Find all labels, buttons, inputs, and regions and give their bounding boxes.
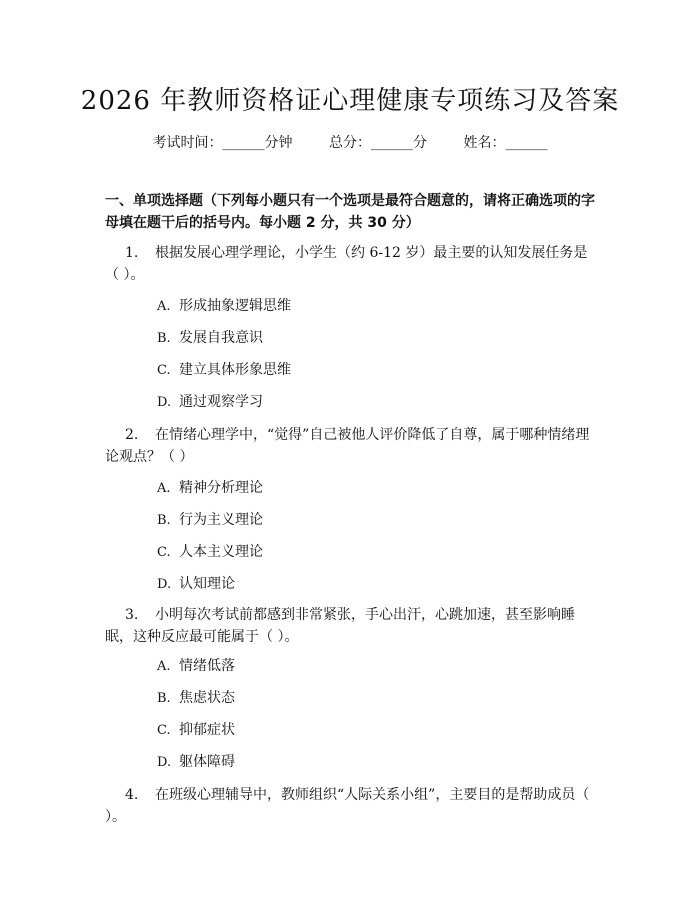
option-text: 人本主义理论 <box>179 544 263 560</box>
option-letter: D. <box>157 577 172 592</box>
student-name: 姓名：______ <box>463 135 548 151</box>
page-title: 2026 年教师资格证心理健康专项练习及答案 <box>80 86 620 116</box>
question-text: 小明每次考试前都感到非常紧张，手心出汗，心跳加速，甚至影响睡眠，这种反应最可能属于（ ）。 <box>105 607 575 645</box>
question-3 <box>105 604 600 648</box>
option-letter: C. <box>157 545 171 560</box>
question-number: 2. <box>125 427 139 443</box>
option-letter: C. <box>157 363 171 378</box>
option-text: 形成抽象逻辑思维 <box>179 298 291 314</box>
option-text: 发展自我意识 <box>179 330 263 346</box>
option <box>157 542 263 563</box>
option <box>157 510 263 531</box>
option <box>157 360 291 381</box>
option-letter: D. <box>157 755 172 770</box>
question-1 <box>105 242 600 286</box>
option-letter: A. <box>157 299 171 314</box>
option-text: 建立具体形象思维 <box>179 362 291 378</box>
question-number: 3. <box>125 607 139 623</box>
option <box>157 328 263 349</box>
option-text: 行为主义理论 <box>179 512 263 528</box>
option <box>157 752 235 773</box>
option <box>157 688 235 709</box>
option <box>157 720 235 741</box>
question-2 <box>105 424 600 468</box>
option-text: 躯体障碍 <box>179 754 235 770</box>
exam-time: 考试时间：______分钟 <box>152 135 293 151</box>
question-4 <box>105 784 600 828</box>
option-letter: A. <box>157 659 171 674</box>
question-text: 根据发展心理学理论，小学生（约 6-12 岁）最主要的认知发展任务是（ ）。 <box>105 245 588 283</box>
option-letter: A. <box>157 481 171 496</box>
option <box>157 478 263 499</box>
option-letter: C. <box>157 723 171 738</box>
option-letter: B. <box>157 331 171 346</box>
question-text: 在情绪心理学中，“觉得”自己被他人评价降低了自尊，属于哪种情绪理论观点？（ ） <box>105 427 590 465</box>
question-text: 在班级心理辅导中，教师组织“人际关系小组”，主要目的是帮助成员（ ）。 <box>105 787 590 825</box>
option <box>157 574 235 595</box>
question-number: 4. <box>125 787 139 803</box>
option-letter: B. <box>157 513 171 528</box>
option-text: 通过观察学习 <box>179 394 263 410</box>
option-text: 情绪低落 <box>179 658 235 674</box>
option-text: 精神分析理论 <box>179 480 263 496</box>
option-text: 认知理论 <box>179 576 235 592</box>
exam-score: 总分：______分 <box>329 135 427 151</box>
exam-meta <box>0 132 700 152</box>
option <box>157 656 235 677</box>
option-text: 焦虑状态 <box>179 690 235 706</box>
question-number: 1. <box>125 245 139 261</box>
option <box>157 392 263 413</box>
option-letter: D. <box>157 395 172 410</box>
option <box>157 296 291 317</box>
option-letter: B. <box>157 691 171 706</box>
option-text: 抑郁症状 <box>179 722 235 738</box>
section-heading: 一、单项选择题（下列每小题只有一个选项是最符合题意的，请将正确选项的字母填在题干后的括号内。每小题 2 分，共 30 分） <box>105 193 595 231</box>
